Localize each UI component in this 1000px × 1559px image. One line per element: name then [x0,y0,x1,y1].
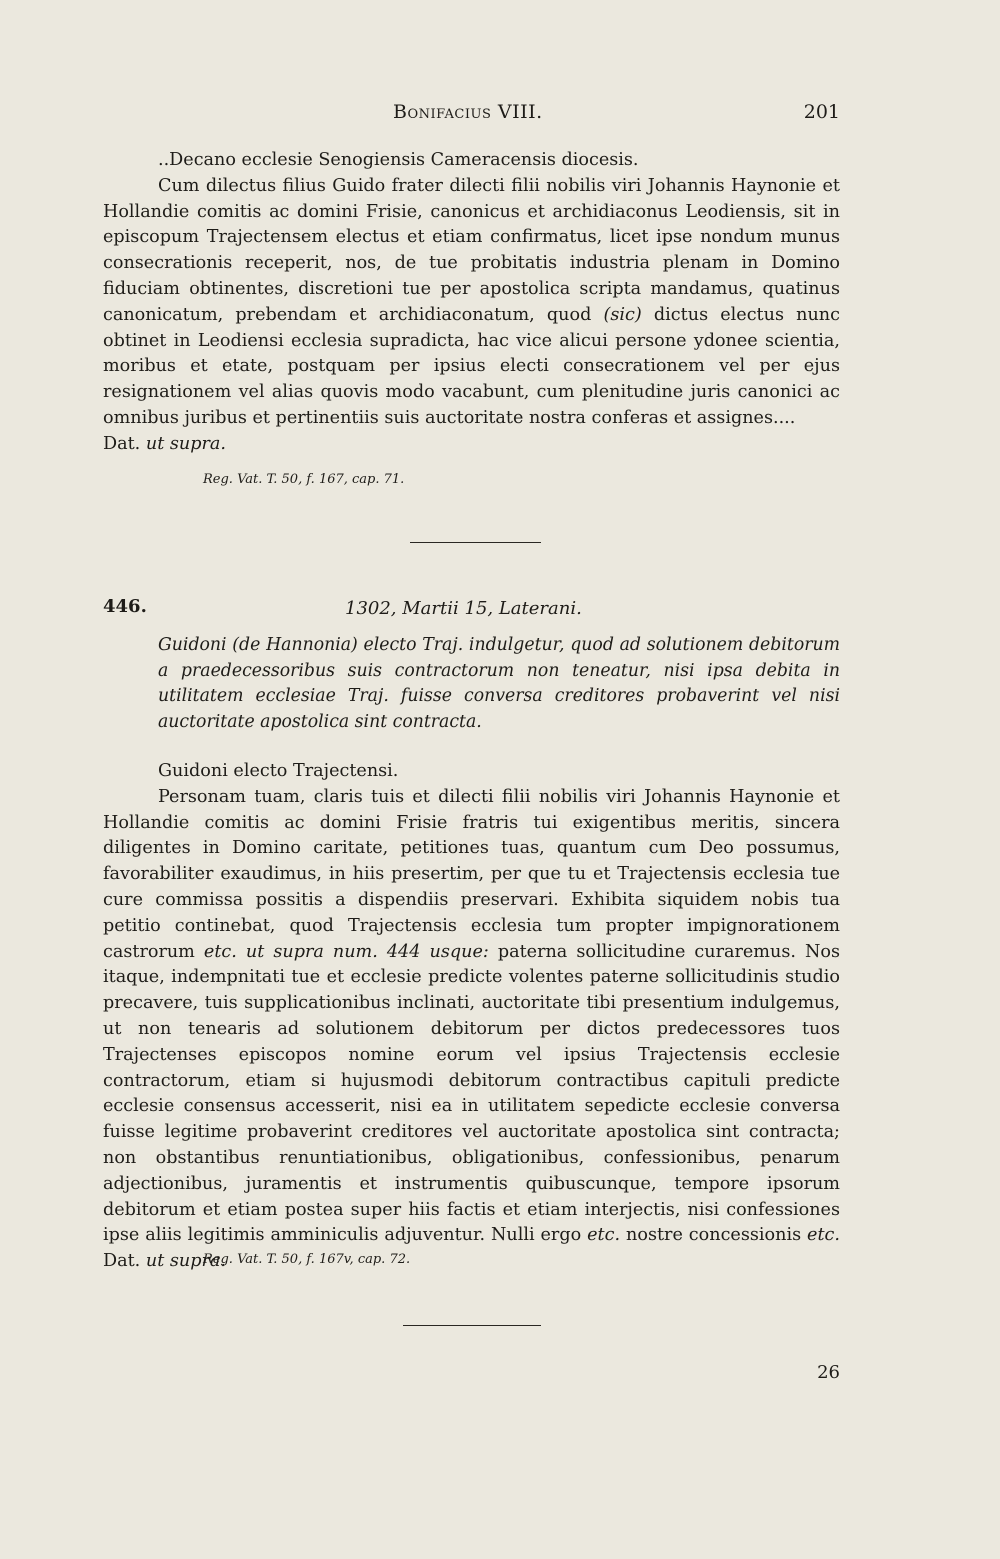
letter-446-body [103,785,840,1275]
letter-445 [103,148,840,458]
sic-note: (sic) [603,304,642,325]
document-date: 1302, Martii 15, Laterani. [345,598,582,619]
etc-abbrev: etc. [807,1225,840,1246]
letter-446 [103,759,840,1275]
letter-446-body-text-3: nostre concessionis [620,1225,808,1246]
document-summary [158,633,840,735]
dat-label: Dat. [103,433,141,454]
document-number: 446. [103,596,147,617]
letter-445-addressee: ..Decano ecclesie Senogiensis Cameracensis diocesis. [158,150,639,170]
page-number: 201 [803,101,840,123]
dat-label: Dat. [103,1251,146,1272]
section-divider [403,1325,541,1326]
letter-445-body [103,174,840,432]
section-divider [410,542,541,543]
cross-reference: etc. ut supra num. 444 usque: [203,941,489,962]
letter-445-reference: Reg. Vat. T. 50, f. 167, cap. 71. [203,472,405,487]
letter-446-addressee: Guidoni electo Trajectensi. [158,761,399,781]
running-head: Bonifacius VIII. [393,101,543,123]
letter-446-reference: Reg. Vat. T. 50, f. 167v, cap. 72. [203,1252,411,1267]
dat-value: ut supra. [145,1251,226,1272]
dat-value: ut supra. [145,433,226,454]
etc-abbrev: etc. [587,1225,621,1246]
letter-445-dat [103,432,840,458]
letter-445-body-text-1: Cum dilectus filius Guido frater dilecti filii nobilis viri Johannis Haynonie et Hollandie comitis ac domini Frisie, canonicus et archidiaconus Leodiensis, sit in episcopum Trajectensem electus et etiam confirmatus, licet ipse nondum munus consecrationis receperit, nos, de tue probitatis industria plenam in Domino fiduciam obtinentes, discretioni tue per apostolica scripta mandamus, quatinus canonicatum, prebendam et archidiaconatum, quod [103,175,840,325]
printer-signature: 26 [817,1362,840,1383]
letter-445-body-text-2: dictus electus nunc obtinet in Leodiensi ecclesia supradicta, hac vice alicui persone ydonee scientia, moribus et etate, postquam per ipsius electi consecrationem vel per ejus resignationem vel alias quovis modo vacabunt, cum plenitudine juris canonici ac omnibus juribus et pertinentiis suis auctoritate nostra conferas et assignes.... [103,304,840,428]
page-header [103,101,840,131]
summary-text: Guidoni (de Hannonia) electo Traj. indulgetur, quod ad solutionem debitorum a praedecessoribus suis contractorum non teneatur, nisi ipsa debita in utilitatem ecclesiae Traj. fuisse conversa creditores probaverint vel nisi auctoritate apostolica sint contracta. [158,635,840,732]
letter-446-body-text-1: Personam tuam, claris tuis et dilecti filii nobilis viri Johannis Haynonie et Hollandie comitis ac domini Frisie fratris tui exigentibus meritis, sincera diligentes in Domino caritate, petitiones tuas, quantum cum Deo possumus, favorabiliter exaudimus, in hiis presertim, per que tu et Trajectensis ecclesia tue cure commissa possitis a dispendiis preservari. Exhibita siquidem nobis tua petitio continebat, quod Trajectensis ecclesia tum propter impignorationem castrorum [103,786,840,962]
letter-446-body-text-2: paterna sollicitudine curaremus. Nos itaque, indempnitati tue et ecclesie predicte volentes paterne sollicitudinis studio precavere, tuis supplicationibus inclinati, auctoritate tibi presentium indulgemus, ut non tenearis ad solutionem debitorum per dictos predecessores tuos Trajectenses episcopos nomine eorum vel ipsius Trajectensis ecclesie contractorum, etiam si hujusmodi debitorum contractibus capituli predicte ecclesie consensus accesserit, nisi ea in utilitatem sepedicte ecclesie conversa fuisse legitime probaverint creditores vel auctoritate apostolica sint contracta; non obstantibus renuntiationibus, obligationibus, confessionibus, penarum adjectionibus, juramentis et instrumentis quibuscunque, tempore ipsorum debitorum et etiam postea super hiis factis et etiam interjectis, nisi confessiones ipse aliis legitimis amminiculis adjuventur. Nulli ergo [103,941,840,1246]
